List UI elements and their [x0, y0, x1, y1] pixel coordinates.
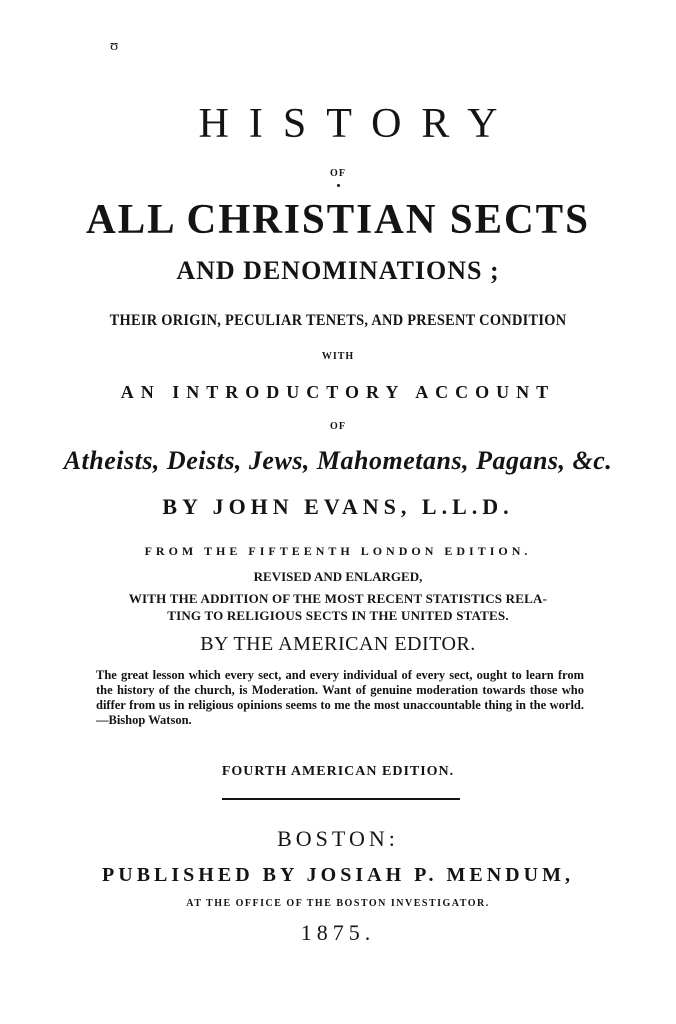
title-subtitle: AND DENOMINATIONS ; — [176, 256, 500, 285]
addition-line-2: TING TO RELIGIOUS SECTS IN THE UNITED STATES. — [167, 608, 509, 623]
city-line: BOSTON: — [277, 826, 399, 851]
office-line: AT THE OFFICE OF THE BOSTON INVESTIGATOR. — [186, 898, 490, 909]
revised-line: REVISED AND ENLARGED, — [253, 569, 423, 584]
year-line: 1875. — [300, 920, 376, 945]
fourth-edition-line: FOURTH AMERICAN EDITION. — [221, 764, 455, 779]
divider-rule — [222, 798, 460, 800]
title-main: ALL CHRISTIAN SECTS — [86, 197, 590, 243]
of-label-1: OF — [330, 168, 346, 179]
american-editor-line: BY THE AMERICAN EDITOR. — [200, 633, 476, 655]
tenets-line: THEIR ORIGIN, PECULIAR TENETS, AND PRESENT CONDITION — [109, 312, 567, 329]
publisher-line: PUBLISHED BY JOSIAH P. MENDUM, — [102, 864, 574, 886]
introductory-account: AN INTRODUCTORY ACCOUNT — [120, 382, 556, 402]
blackletter-line: Atheists, Deists, Jews, Mahometans, Pagans, &c. — [63, 446, 613, 475]
epigraph-quote: The great lesson which every sect, and every individual of every sect, ought to learn from the history of the church, is Moderation. Want of genuine moderation towards those who differ from us in religious opinions seems to me the most unaccountable thing in the world.—Bishop Watson. — [96, 668, 584, 727]
addition-line-1: WITH THE ADDITION OF THE MOST RECENT STATISTICS RELA- — [128, 591, 548, 606]
author-line: BY JOHN EVANS, L.L.D. — [162, 494, 514, 519]
with-label: WITH — [321, 351, 355, 362]
dot-ornament — [337, 184, 340, 187]
title-history: HISTORY — [198, 101, 518, 147]
of-label-2: OF — [330, 421, 346, 432]
edition-line: FROM THE FIFTEENTH LONDON EDITION. — [144, 544, 532, 558]
corner-mark: ʊ — [110, 38, 119, 54]
